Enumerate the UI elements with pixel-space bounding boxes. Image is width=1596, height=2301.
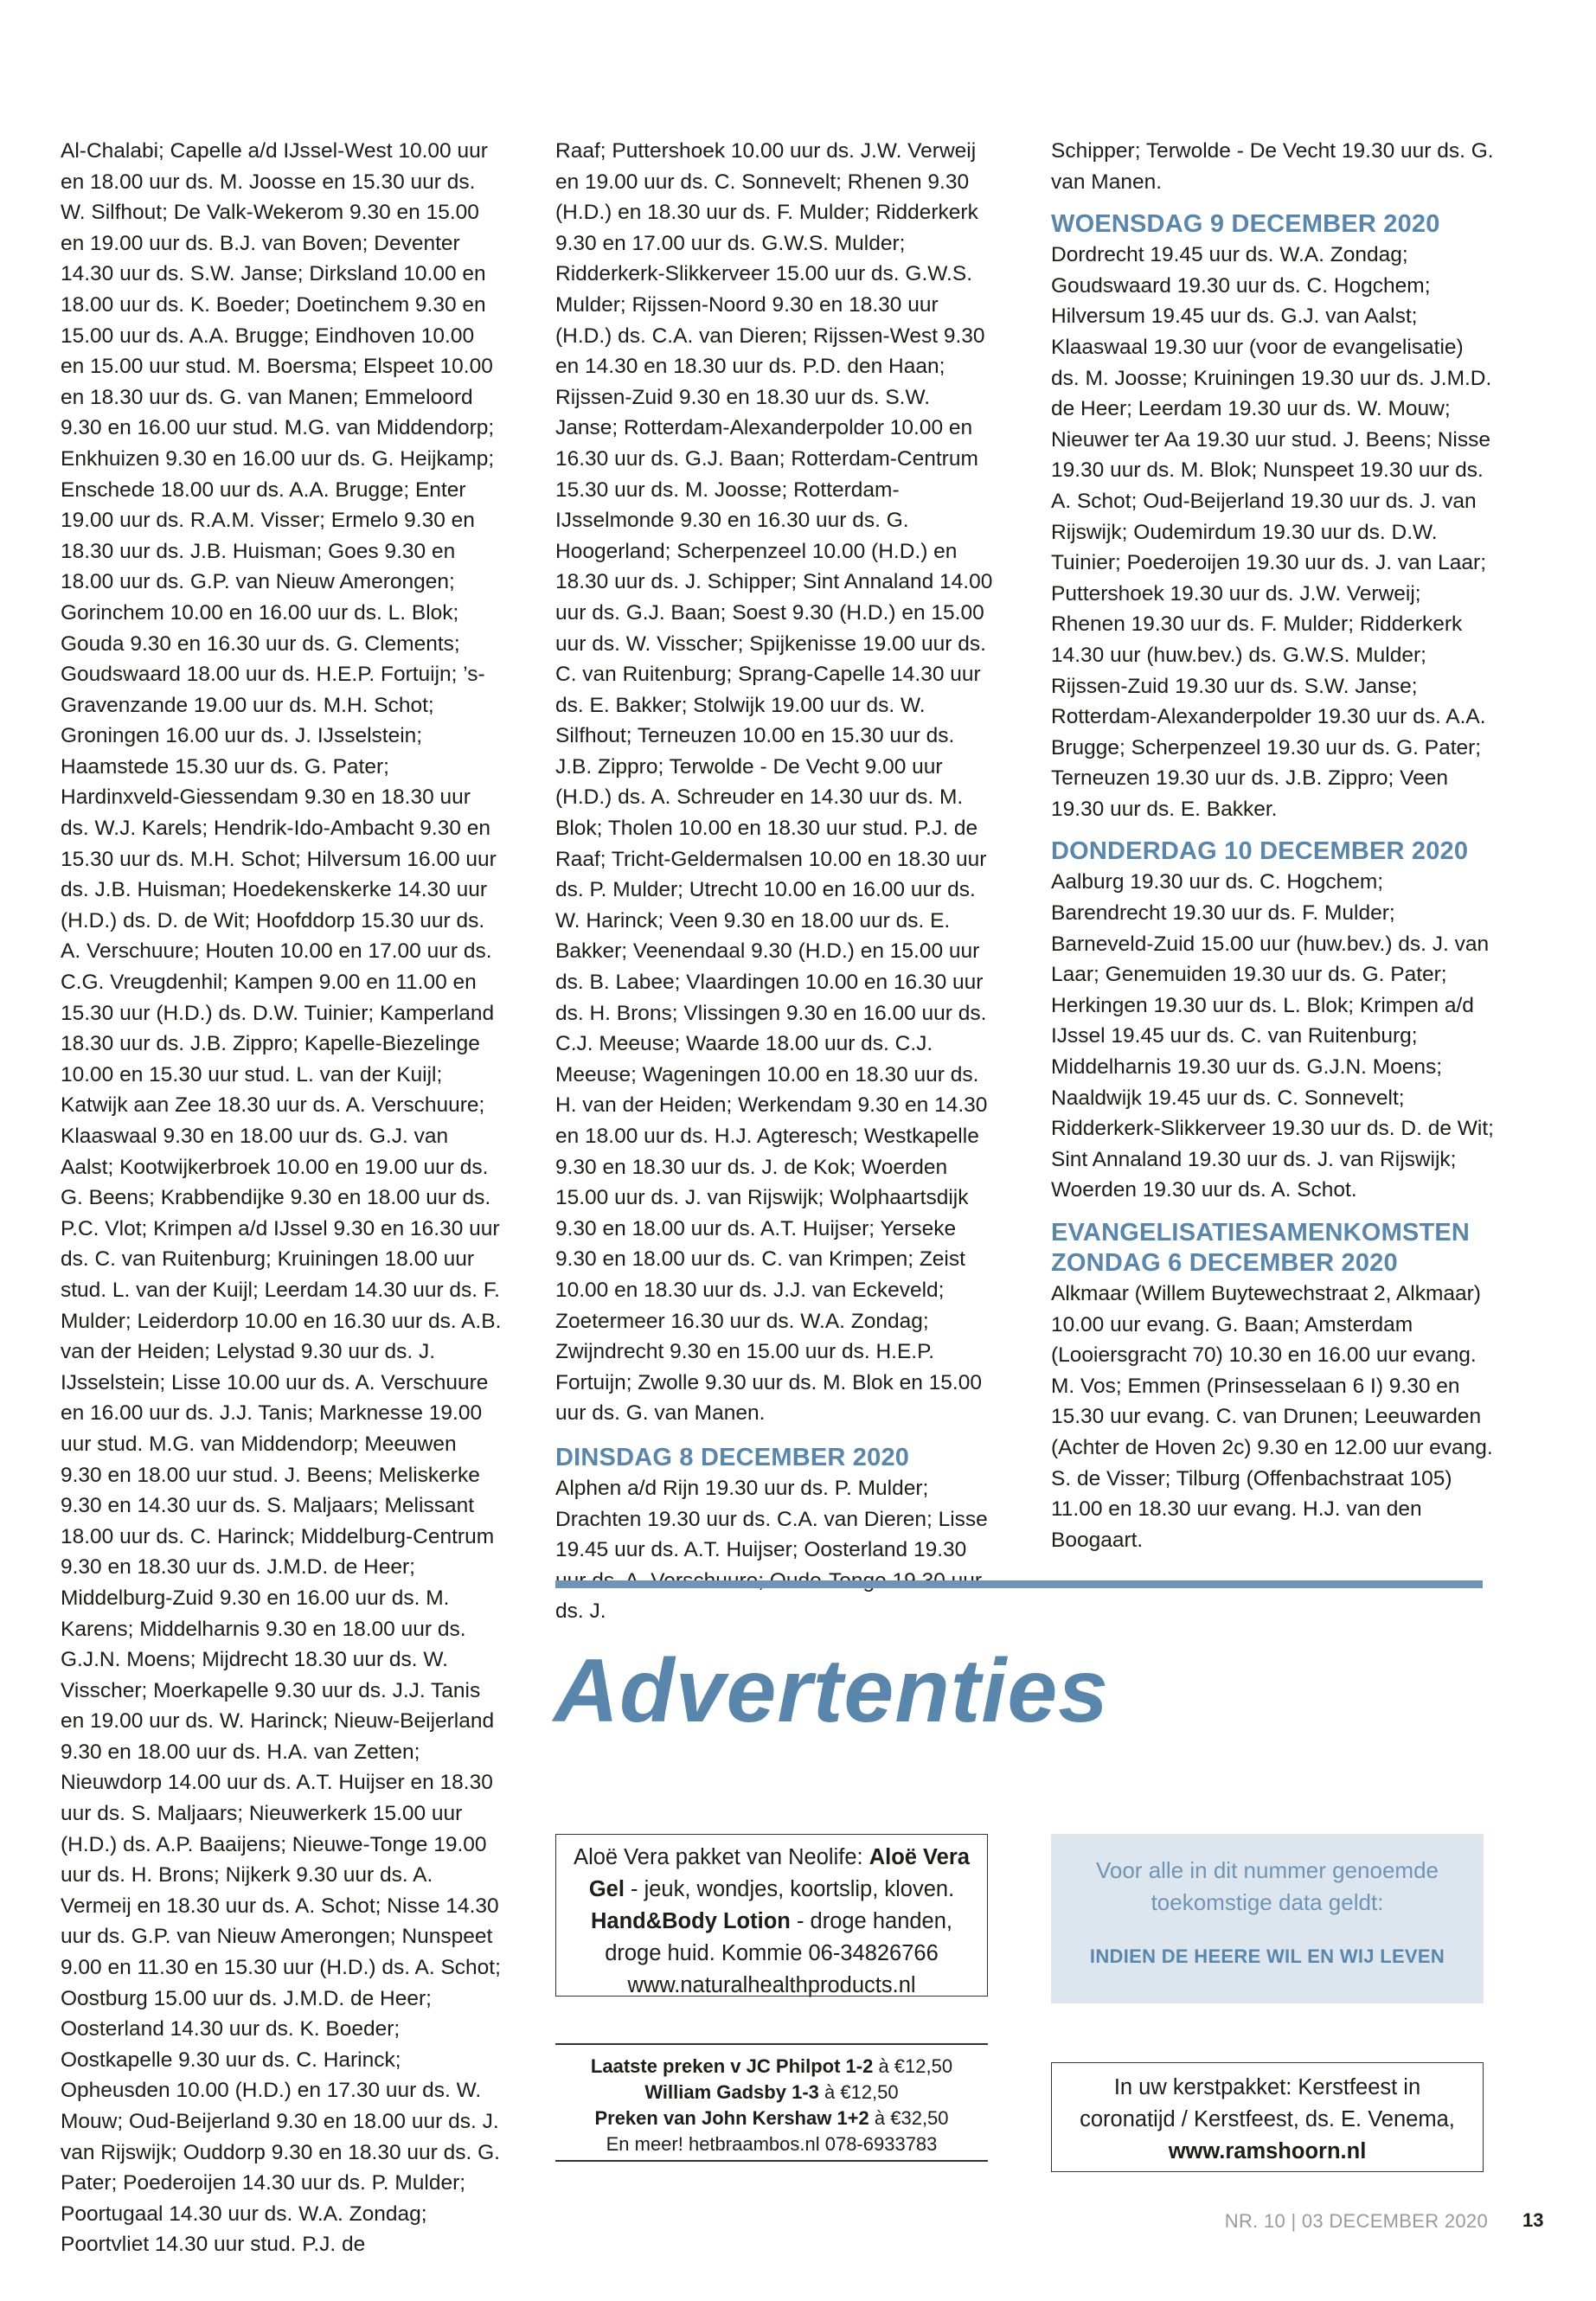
ad-product: William Gadsby 1-3 [644,2081,819,2103]
column-right [1051,136,1494,1555]
ad-text: - jeuk, wondjes, koortslip, kloven. [624,1877,955,1901]
church-services-text: Schipper; Terwolde - De Vecht 19.30 uur ds. G. van Manen. [1051,139,1494,194]
notice-box [1051,1834,1484,2003]
notice-condition: INDIEN DE HEERE WIL EN WIJ LEVEN [1089,1945,1445,1967]
heading-evangelisatie [1051,1218,1494,1279]
ad-line [555,2054,988,2080]
ad-product: Laatste preken v JC Philpot 1-2 [590,2055,874,2077]
section-divider [555,1580,1483,1588]
ad-line [556,1874,987,1906]
notice-text: Voor alle in dit nummer genoemde toekomstige data geldt: [1095,1857,1439,1915]
ad-website: www.naturalhealthproducts.nl [627,1973,916,1997]
heading-donderdag: DONDERDAG 10 DECEMBER 2020 [1051,837,1469,866]
donderdag-services-text: Aalburg 19.30 uur ds. C. Hogchem; Barendrecht 19.30 uur ds. F. Mulder; Barneveld-Zuid 15.00 uur (huw.bev.) ds. J. van Laar; Genemuiden 19.30 uur ds. G. Pater; Herkingen 19.30 uur ds. L. Blok; Krimpen a/d IJssel 19.45 uur ds. C. van Ruitenburg; Middelharnis 19.30 uur ds. G.J.N. Moens; Naaldwijk 19.45 uur ds. C. Sonnevelt; Ridderkerk-Slikkerveer 19.30 uur ds. D. de Wit; Sint Annaland 19.30 uur ds. J. van Rijswijk; Woerden 19.30 uur ds. A. Schot. [1051,870,1494,1202]
ad-line [555,2080,988,2106]
column-middle [555,136,997,1627]
ad-text: Aloë Vera pakket van Neolife: [574,1845,869,1869]
ad-preken [555,2043,988,2162]
heading-evangelisatie-line1: EVANGELISATIESAMENKOMSTEN [1051,1219,1471,1247]
woensdag-services-text: Dordrecht 19.45 uur ds. W.A. Zondag; Goudswaard 19.30 uur ds. C. Hogchem; Hilversum 19.45 uur ds. G.J. van Aalst; Klaaswaal 19.30 uur (voor de evangelisatie) ds. M. Joosse; Kruiningen 19.30 uur ds. J.M.D. de Heer; Leerdam 19.30 uur ds. W. Mouw; Nieuwer ter Aa 19.30 uur stud. J. Beens; Nisse 19.30 uur ds. M. Blok; Nunspeet 19.30 uur ds. A. Schot; Oud-Beijerland 19.30 uur ds. J. van Rijswijk; Oudemirdum 19.30 uur ds. D.W. Tuinier; Poederoijen 19.30 uur ds. J. van Laar; Puttershoek 19.30 uur ds. J.W. Verweij; Rhenen 19.30 uur ds. F. Mulder; Ridderkerk 14.30 uur (huw.bev.) ds. G.W.S. Mulder; Rijssen-Zuid 19.30 uur ds. S.W. Janse; Rotterdam-Alexanderpolder 19.30 uur ds. A.A. Brugge; Scherpenzeel 19.30 uur ds. G. Pater; Terneuzen 19.30 uur ds. J.B. Zippro; Veen 19.30 uur ds. E. Bakker. [1051,243,1492,821]
ad-product: Aloë Vera [869,1845,970,1869]
ad-contact: En meer! hetbraambos.nl 078-6933783 [606,2133,938,2155]
ad-line [556,1906,987,1938]
issue-info: NR. 10 | 03 DECEMBER 2020 [1224,2210,1488,2232]
ad-line [556,1842,987,1874]
ad-website-text: www.ramshoorn.nl [1168,2139,1367,2163]
evangelisatie-text: Alkmaar (Willem Buytewechstraat 2, Alkmaar) 10.00 uur evang. G. Baan; Amsterdam (Looiersgracht 70) 10.30 en 16.00 uur evang. M. Vos; Emmen (Prinsesselaan 6 I) 9.30 en 15.30 uur evang. C. van Drunen; Leeuwarden (Achter de Hoven 2c) 9.30 en 12.00 uur evang. S. de Visser; Tilburg (Offenbachstraat 105) 11.00 en 18.30 uur evang. H.J. van den Boogaart. [1051,1282,1493,1552]
ad-text: - droge handen, [790,1909,953,1933]
dinsdag-services-text: Alphen a/d Rijn 19.30 uur ds. P. Mulder; Drachten 19.30 uur ds. C.A. van Dieren; Lisse 19.45 uur ds. A.T. Huijser; Oosterland 19.30 ds. J. [555,1476,988,1624]
ad-price: à €12,50 [818,2081,899,2103]
column-left [61,136,502,2260]
heading-dinsdag: DINSDAG 8 DECEMBER 2020 [555,1443,910,1471]
heading-evangelisatie-line2: ZONDAG 6 DECEMBER 2020 [1051,1249,1398,1277]
ad-product: Preken van John Kershaw 1+2 [594,2107,869,2129]
church-services-text: Al-Chalabi; Capelle a/d IJssel-West 10.00 uur en 18.00 uur ds. M. Joosse en 15.30 uur ds. W. Silfhout; De Valk-Wekerom 9.30 en 15.00 en 19.00 uur ds. B.J. van Boven; Deventer 14.30 uur ds. S.W. Janse; Dirksland 10.00 en 18.00 uur ds. K. Boeder; Doetinchem 9.30 en 15.00 uur ds. A.A. Brugge; Eindhoven 10.00 en 15.00 uur stud. M. Boersma; Elspeet 10.00 en 18.30 uur ds. G. van Manen; Emmeloord 9.30 en 16.00 uur stud. M.G. van Middendorp; Enkhuizen 9.30 en 16.00 uur ds. G. Heijkamp; Enschede 18.00 uur ds. A.A. Brugge; Enter 19.00 uur ds. R.A.M. Visser; Ermelo 9.30 en 18.30 uur ds. J.B. Huisman; Goes 9.30 en 18.00 uur ds. G.P. van Nieuw Amerongen; Gorinchem 10.00 en 16.00 uur ds. L. Blok; Gouda 9.30 en 16.30 uur ds. G. Clements; Goudswaard 18.00 uur ds. H.E.P. Fortuijn; ’s-Gravenzande 19.00 uur ds. M.H. Schot; Groningen 16.00 uur ds. J. IJsselstein; Haamstede 15.30 uur ds. G. Pater; Hardinxveld-Giessendam 9.30 en 18.30 uur ds. W.J. Karels; Hendrik-Ido-Ambacht 9.30 en 15.30 uur ds. M.H. Schot; Hilversum 16.00 uur ds. J.B. Huisman; Hoedekenskerke 14.30 uur (H.D.) ds. D. de Wit; Hoofddorp 15.30 uur ds. A. Verschuure; Houten 10.00 en 17.00 uur ds. C.G. Vreugdenhil; Kampen 9.00 en 11.00 en 15.30 uur (H.D.) ds. D.W. Tuinier; Kamperland 18.30 uur ds. J.B. Zippro; Kapelle-Biezelinge 10.00 en 15.30 uur stud. L. van der Kuijl; Katwijk aan Zee 18.30 uur ds. A. Verschuure; Klaaswaal 9.30 en 18.00 uur ds. G.J. van Aalst; Kootwijkerbroek 10.00 en 19.00 uur ds. G. Beens; Krabbendijke 9.30 en 18.00 uur ds. P.C. Vlot; Krimpen a/d IJssel 9.30 en 16.30 uur ds. C. van Ruitenburg; Kruiningen 18.00 uur stud. L. van der Kuijl; Leerdam 14.30 uur ds. F. Mulder; Leiderdorp 10.00 en 16.30 uur ds. A.B. van der Heiden; Lelystad 9.30 uur ds. J. IJsselstein; Lisse 10.00 uur ds. A. Verschuure en 16.00 uur ds. J.J. Tanis; Marknesse 19.00 uur stud. M.G. van Middendorp; Meeuwen 9.30 en 18.00 uur stud. J. Beens; Meliskerke 9.30 en 14.30 uur ds. S. Maljaars; Melissant 18.00 uur ds. C. Harinck; Middelburg-Centrum 9.30 en 18.30 uur ds. J.M.D. de Heer; Middelburg-Zuid 9.30 en 16.00 uur ds. M. Karens; Middelharnis 9.30 en 18.00 uur ds. G.J.N. Moens; Mijdrecht 18.30 uur ds. W. Visscher; Moerkapelle 9.30 uur ds. J.J. Tanis en 19.00 uur ds. W. Harinck; Nieuw-Beijerland 9.30 en 18.00 uur ds. H.A. van Zetten; Nieuwdorp 14.00 uur ds. A.T. Huijser en 18.30 uur ds. S. Maljaars; Nieuwerkerk 15.00 uur (H.D.) ds. A.P. Baaijens; Nieuwe-Tonge 19.00 uur ds. H. Brons; Nijkerk 9.30 uur ds. A. Vermeij en 18.30 uur ds. A. Schot; Nisse 14.30 uur ds. G.P. van Nieuw Amerongen; Nunspeet 9.00 en 11.30 en 15.30 uur (H.D.) ds. A. Schot; Oostburg 15.00 uur ds. J.M.D. de Heer; Oosterland 14.30 uur ds. K. Boeder; Oostkapelle 9.30 uur ds. C. Harinck; Opheusden 10.00 (H.D.) en 17.30 uur ds. W. Mouw; Oud-Beijerland 9.30 en 18.00 uur ds. J. van Rijswijk; Ouddorp 9.30 en 18.30 uur ds. G. Pater; Poederoijen 14.30 uur ds. P. Mulder; Poortugaal 14.30 uur ds. W.A. Zondag; Poortvliet 14.30 uur stud. P.J. de [61,139,502,2257]
ad-price: à €12,50 [873,2055,953,2077]
ad-line [555,2106,988,2131]
ad-product: Hand&Body Lotion [590,1909,791,1933]
section-title: Advertenties [554,1641,1109,1741]
church-services-text: Raaf; Puttershoek 10.00 uur ds. J.W. Verweij en 19.00 uur ds. C. Sonnevelt; Rhenen 9.30 (H.D.) en 18.30 uur ds. F. Mulder; Ridderkerk 9.30 en 17.00 uur ds. G.W.S. Mulder; Ridderkerk-Slikkerveer 15.00 uur ds. G.W.S. Mulder; Rijssen-Noord 9.30 en 18.30 uur (H.D.) ds. C.A. van Dieren; Rijssen-West 9.30 en 14.30 en 18.30 uur ds. P.D. den Haan; Rijssen-Zuid 9.30 en 18.30 uur ds. S.W. Janse; Rotterdam-Alexanderpolder 10.00 en 16.30 uur ds. G.J. Baan; Rotterdam-Centrum 15.30 uur ds. M. Joosse; Rotterdam-IJsselmonde 9.30 en 16.30 uur ds. G. Hoogerland; Scherpenzeel 10.00 (H.D.) en 18.30 uur ds. J. Schipper; Sint Annaland 14.00 uur ds. G.J. Baan; Soest 9.30 (H.D.) en 15.00 uur ds. W. Visscher; Spijkenisse 19.00 uur ds. C. van Ruitenburg; Sprang-Capelle 14.30 uur ds. E. Bakker; Stolwijk 19.00 uur ds. W. Silfhout; Terneuzen 10.00 en 15.30 uur ds. J.B. Zippro; Terwolde - De Vecht 9.00 uur (H.D.) ds. A. Schreuder en 14.30 uur ds. M. Blok; Tholen 10.00 en 18.30 uur stud. P.J. de Raaf; Tricht-Geldermalsen 10.00 en 18.30 uur ds. P. Mulder; Utrecht 10.00 en 16.00 uur ds. W. Harinck; Veen 9.30 en 18.00 uur ds. E. Bakker; Veenendaal 9.30 (H.D.) en 15.00 uur ds. B. Labee; Vlaardingen 10.00 en 16.30 uur ds. H. Brons; Vlissingen 9.30 en 16.00 uur ds. C.J. Meeuse; Waarde 18.00 uur ds. C.J. Meeuse; Wageningen 10.00 en 18.30 uur ds. H. van der Heiden; Werkendam 9.30 en 14.30 en 18.00 uur ds. H.J. Agteresch; Westkapelle 9.30 en 18.30 uur ds. J. de Kok; Woerden 15.00 uur ds. J. van Rijswijk; Wolphaartsdijk 9.30 en 18.00 uur ds. A.T. Huijser; Yerseke 9.30 en 18.00 uur ds. C. van Krimpen; Zeist 10.00 en 18.30 uur ds. J.J. van Eckeveld; Zoetermeer 16.30 uur ds. W.A. Zondag; Zwijndrecht 9.30 en 15.00 uur ds. H.E.P. Fortuijn; Zwolle 9.30 uur ds. M. Blok en 15.00 uur ds. G. van Manen. [555,139,993,1426]
ad-line: droge huid. Kommie 06-34826766 [605,1941,939,1965]
ad-kerstpakket [1051,2062,1484,2172]
ad-price: à €32,50 [869,2107,949,2129]
heading-woensdag: WOENSDAG 9 DECEMBER 2020 [1051,210,1440,239]
ad-website [1052,2136,1483,2168]
ad-aloe-vera [555,1834,988,1997]
ad-line: coronatijd / Kerstfeest, ds. E. Venema, [1080,2107,1455,2131]
ad-line: In uw kerstpakket: Kerstfeest in [1113,2075,1421,2099]
page-number: 13 [1522,2209,1544,2231]
ad-product: Gel [588,1877,625,1901]
